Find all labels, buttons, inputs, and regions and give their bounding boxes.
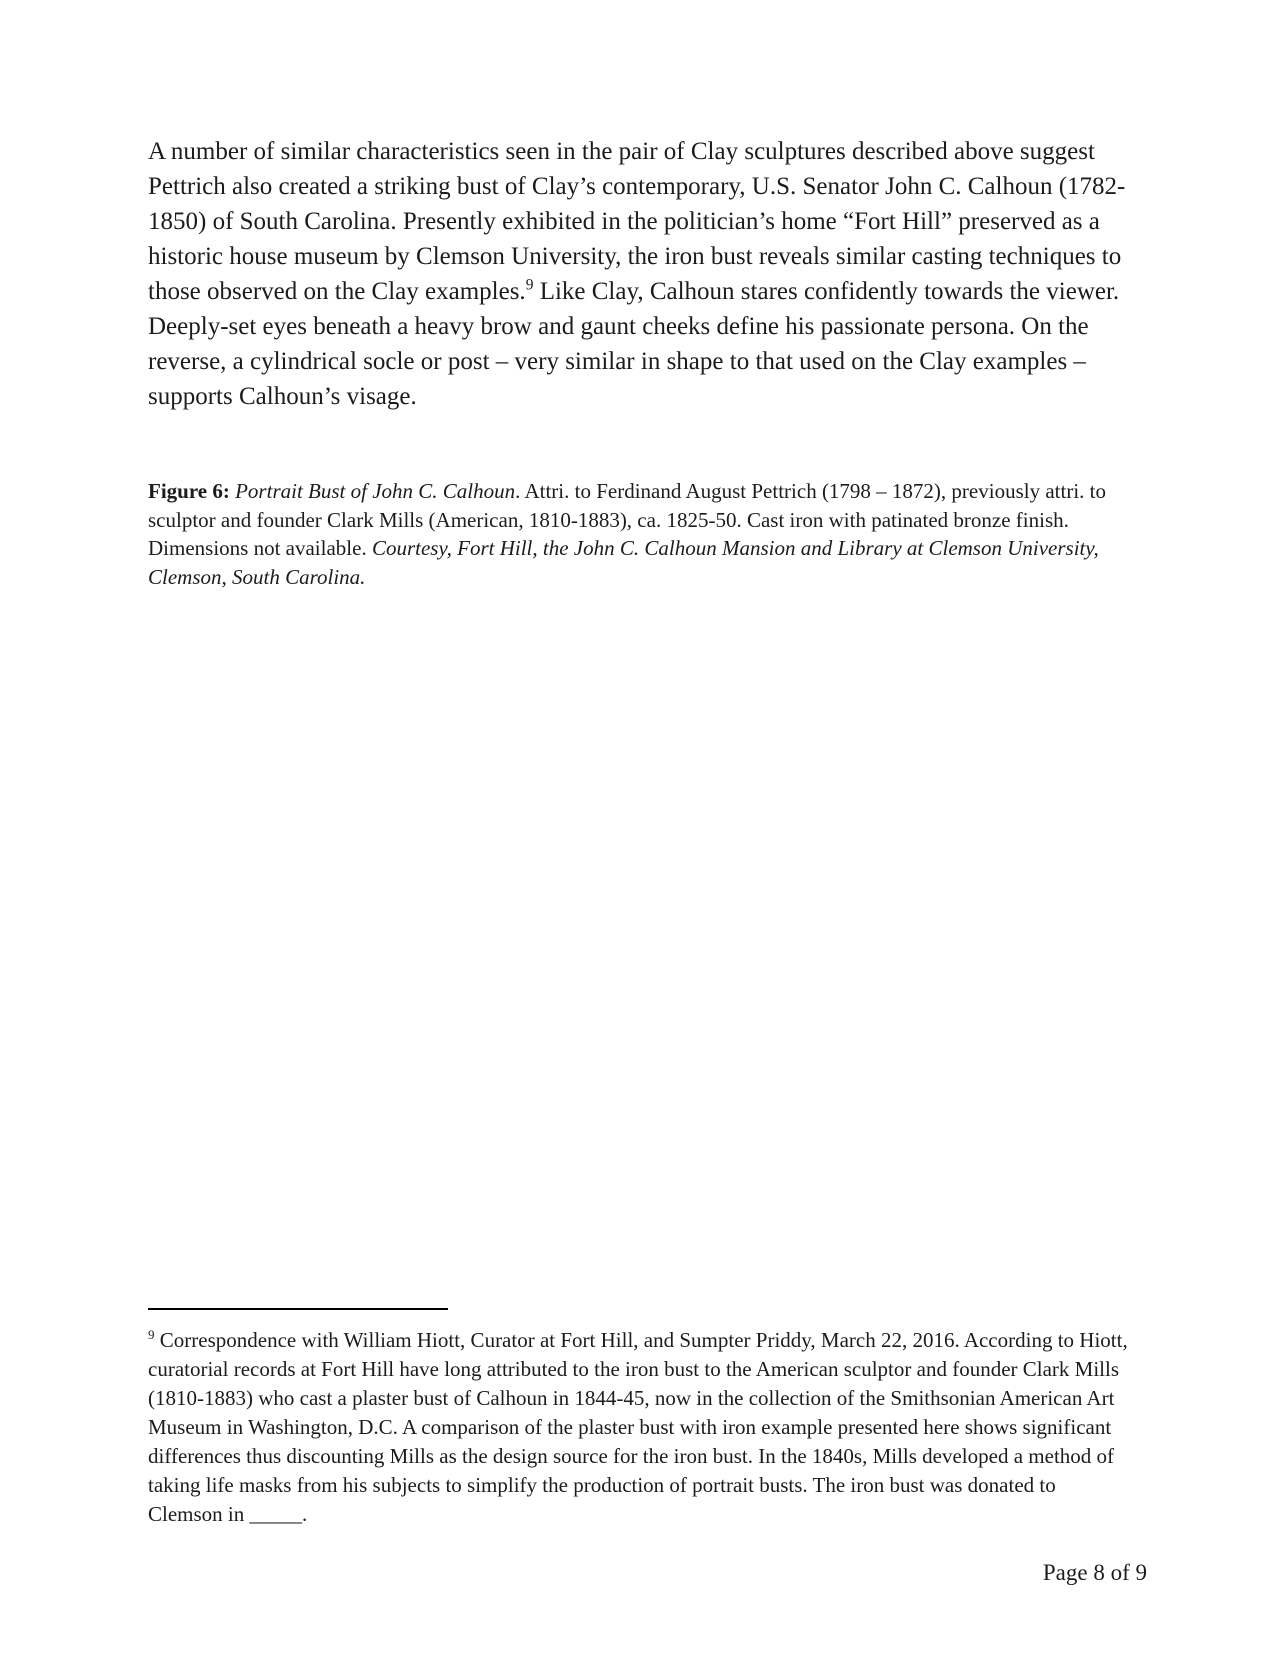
body-paragraph — [148, 134, 1133, 414]
text-segment: A number of similar characteristics seen in the pair of Clay sculptures described above suggest Pettrich also created a striking bust of Clay’s contemporary, U.S. Senator John C. Calhoun (1782-1850) of South Carolina. Presently exhibited in the politician’s home “Fort Hill” preserved as a historic house museum by Clemson University, the iron bust reveals similar casting techniques to those observed on the Clay examples. — [148, 138, 1126, 305]
text-segment: Like Clay, Calhoun stares confidently towards the viewer. Deeply-set eyes beneath a heavy brow and gaunt cheeks define his passionate persona. On the reverse, a cylindrical socle or post – very similar in shape to that used on the Clay examples – supports Calhoun’s visage. — [148, 278, 1120, 410]
text-segment: . Attri. to Ferdinand August Pettrich (1798 – 1872), previously attri. to sculptor and founder Clark Mills (American, 1810-1883), ca. 1825-50. Cast iron with patinated bronze finish. Dimensions not available. — [148, 479, 1106, 560]
text-segment: 9 — [525, 276, 534, 294]
figure-6-caption — [148, 477, 1133, 591]
text-segment: Courtesy, Fort Hill, the John C. Calhoun Mansion and Library at Clemson University, Clemson, South Carolina. — [148, 536, 1099, 589]
text-segment: Portrait Bust of John C. Calhoun — [235, 479, 516, 503]
text-segment: Figure 6: — [148, 479, 236, 503]
page-number-footer: Page 8 of 9 — [1042, 1560, 1147, 1585]
text-segment: 9 — [148, 1327, 155, 1342]
text-segment: Correspondence with William Hiott, Curator at Fort Hill, and Sumpter Priddy, March 22, 2016. According to Hiott, curatorial records at Fort Hill have long attributed to the iron bust to the American sculptor and founder Clark Mills (1810-1883) who cast a plaster bust of Calhoun in 1844-45, now in the collection of the Smithsonian American Art Museum in Washington, D.C. A comparison of the plaster bust with iron example presented here shows significant differences thus discounting Mills as the design source for the iron bust. In the 1840s, Mills developed a method of taking life masks from his subjects to simplify the production of portrait busts. The iron bust was donated to Clemson in _____. — [148, 1328, 1128, 1526]
footnote-separator-rule — [148, 1308, 448, 1310]
footnote-9 — [148, 1326, 1133, 1529]
